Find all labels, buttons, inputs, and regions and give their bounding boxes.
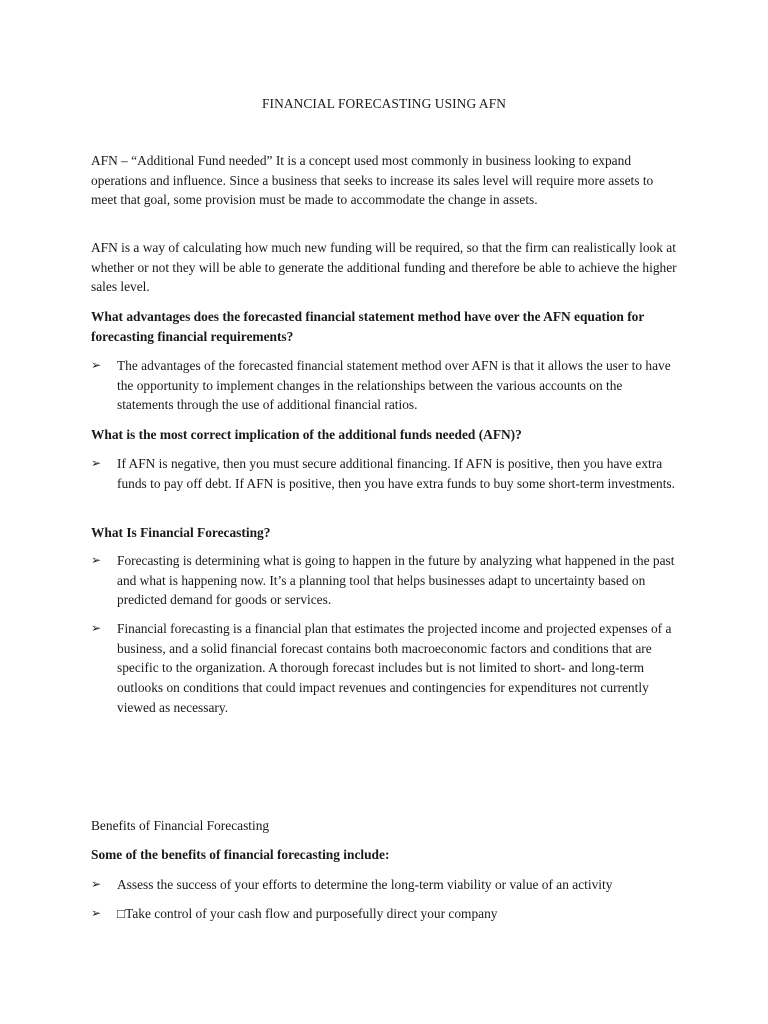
arrow-bullet-icon: ➢ — [91, 877, 102, 891]
list-item-text: Assess the success of your efforts to determine the long-term viability or value of an activity — [117, 877, 613, 892]
intro-paragraph-1: AFN – “Additional Fund needed” It is a concept used most commonly in business looking to expand operations and influence. Since a business that seeks to increase its sales level will require more assets to meet that goal, some provision must be made to accommodate the change in assets. — [91, 153, 654, 208]
benefits-subheading: Some of the benefits of financial forecasting include: — [91, 847, 390, 862]
arrow-bullet-icon: ➢ — [91, 358, 102, 372]
list-item-text: Financial forecasting is a financial plan that estimates the projected income and projected expenses of a business, and a solid financial forecast contains both macroeconomic factors and conditions that are specific to the organization. A thorough forecast includes but is not limited to short- and long-term outlooks on conditions that could impact revenues and contingencies for expenditures not currently viewed as necessary. — [117, 621, 672, 715]
arrow-bullet-icon: ➢ — [91, 456, 102, 470]
list-item-text: Forecasting is determining what is going to happen in the future by analyzing what happened in the past and what is happening now. It’s a planning tool that helps businesses adapt to uncertainty based on predicted demand for goods or services. — [117, 553, 675, 608]
section-heading-advantages: What advantages does the forecasted financial statement method have over the AFN equation for forecasting financial requirements? — [91, 309, 645, 344]
list-item-text: The advantages of the forecasted financial statement method over AFN is that it allows the user to have the opportunity to implement changes in the relationships between the various accounts on the statements through the use of additional financial ratios. — [117, 358, 671, 413]
benefits-heading: Benefits of Financial Forecasting — [91, 818, 270, 833]
list-item-text: If AFN is negative, then you must secure additional financing. If AFN is positive, then you have extra funds to pay off debt. If AFN is positive, then you have extra funds to buy some short-term investments. — [117, 456, 675, 491]
section-heading-implication: What is the most correct implication of the additional funds needed (AFN)? — [91, 427, 522, 442]
section-heading-what-is: What Is Financial Forecasting? — [91, 525, 271, 540]
arrow-bullet-icon: ➢ — [91, 553, 102, 567]
list-item-text: □Take control of your cash flow and purposefully direct your company — [117, 906, 498, 921]
arrow-bullet-icon: ➢ — [91, 906, 102, 920]
arrow-bullet-icon: ➢ — [91, 621, 102, 635]
intro-paragraph-2: AFN is a way of calculating how much new funding will be required, so that the firm can realistically look at whether or not they will be able to generate the additional funding and therefore be able to achieve the higher sales level. — [91, 240, 677, 295]
document-title: FINANCIAL FORECASTING USING AFN — [261, 96, 507, 111]
